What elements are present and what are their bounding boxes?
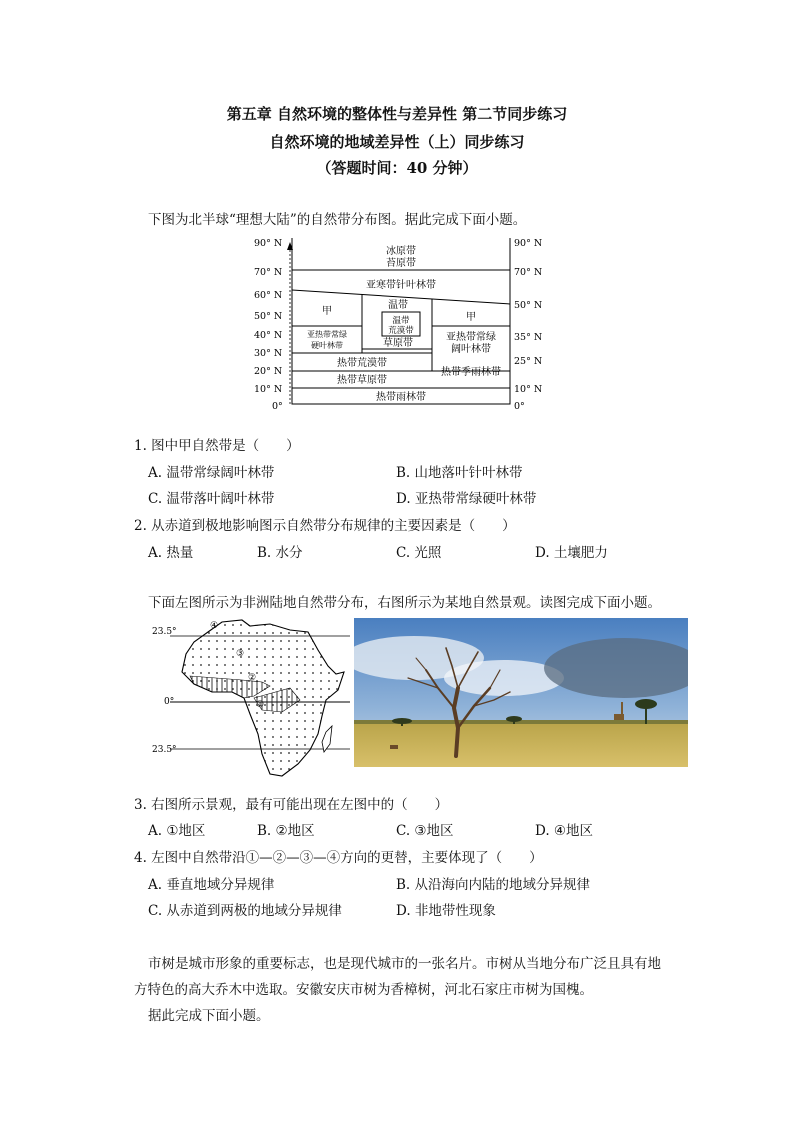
q4-option-d[interactable]: D. 非地带性现象 <box>396 903 496 919</box>
zone-label: 热带荒漠带 <box>337 358 387 369</box>
right-tick: 25° N <box>514 356 543 367</box>
zone-label: 阔叶林带 <box>451 344 491 355</box>
left-tick: 90° N <box>254 238 283 249</box>
q1-option-d[interactable]: D. 亚热带常绿硬叶林带 <box>396 491 537 507</box>
q2-option-a[interactable]: A. 热量 <box>148 545 194 561</box>
zone-label: 温带 <box>392 316 410 326</box>
zone-label: 甲 <box>466 312 476 323</box>
zone-label: 硬叶林带 <box>311 341 343 350</box>
question-3-stem: 3. 右图所示景观，最有可能出现在左图中的（ ） <box>134 797 449 813</box>
zone-label: 草原带 <box>383 338 413 349</box>
right-tick: 35° N <box>514 332 543 343</box>
left-tick: 20° N <box>254 366 283 377</box>
zone-label: 亚热带常绿 <box>446 332 496 343</box>
q4-option-b[interactable]: B. 从沿海向内陆的地域分异规律 <box>396 877 591 893</box>
q1-option-c[interactable]: C. 温带落叶阔叶林带 <box>148 491 275 507</box>
map-latitude-label: 23.5° <box>152 627 177 637</box>
map-region-label: ④ <box>210 621 219 631</box>
left-tick: 0° <box>272 401 283 412</box>
zone-label: 甲 <box>322 306 332 317</box>
left-tick: 50° N <box>254 311 283 322</box>
right-tick: 50° N <box>514 300 543 311</box>
q2-option-c[interactable]: C. 光照 <box>396 545 442 561</box>
q3-option-a[interactable]: A. ①地区 <box>148 823 206 839</box>
q3-option-b[interactable]: B. ②地区 <box>257 823 315 839</box>
left-tick: 70° N <box>254 267 283 278</box>
africa-zone-map <box>150 614 350 779</box>
zone-label: 荒漠带 <box>388 326 414 336</box>
map-region-label: ② <box>248 673 257 683</box>
zone-label: 热带雨林带 <box>376 392 426 403</box>
zone-label: 亚热带常绿 <box>307 330 347 339</box>
q1-option-b[interactable]: B. 山地落叶针叶林带 <box>396 465 523 481</box>
savanna-landscape-photo <box>354 618 688 767</box>
section-title: 自然环境的地域差异性（上）同步练习 <box>269 133 525 151</box>
section3-paragraph-line: 市树是城市形象的重要标志，也是现代城市的一张名片。市树从当地分布广泛且具有地 <box>148 956 661 972</box>
left-tick: 30° N <box>254 348 283 359</box>
section3-paragraph-line: 方特色的高大乔木中选取。安徽安庆市树为香樟树，河北石家庄市树为国槐。 <box>134 982 593 998</box>
ideal-continent-zone-chart <box>254 232 550 414</box>
right-tick: 0° <box>514 401 525 412</box>
zone-label: 亚寒带针叶林带 <box>366 280 436 291</box>
chapter-title: 第五章 自然环境的整体性与差异性 第二节同步练习 <box>226 105 568 123</box>
q4-option-c[interactable]: C. 从赤道到两极的地域分异规律 <box>148 903 342 919</box>
map-latitude-label: 0° <box>164 697 175 707</box>
right-tick: 70° N <box>514 267 543 278</box>
zone-label: 苔原带 <box>386 258 416 269</box>
q2-option-d[interactable]: D. 土壤肥力 <box>535 545 608 561</box>
question-2-stem: 2. 从赤道到极地影响图示自然带分布规律的主要因素是（ ） <box>134 518 516 534</box>
question-1-stem: 1. 图中甲自然带是（ ） <box>134 438 300 454</box>
question-4-stem: 4. 左图中自然带沿①—②—③—④方向的更替，主要体现了（ ） <box>134 850 543 866</box>
right-tick: 10° N <box>514 384 543 395</box>
time-limit: （答题时间：40 分钟） <box>316 159 478 177</box>
map-latitude-label: 23.5° <box>152 745 177 755</box>
q4-option-a[interactable]: A. 垂直地域分异规律 <box>148 877 275 893</box>
left-tick: 60° N <box>254 290 283 301</box>
left-tick: 40° N <box>254 330 283 341</box>
map-region-label: ① <box>256 700 265 710</box>
left-tick: 10° N <box>254 384 283 395</box>
zone-label: 温带 <box>388 300 408 311</box>
section2-intro: 下面左图所示为非洲陆地自然带分布，右图所示为某地自然景观。读图完成下面小题。 <box>148 595 661 611</box>
q3-option-d[interactable]: D. ④地区 <box>535 823 594 839</box>
section1-intro: 下图为北半球“理想大陆”的自然带分布图。据此完成下面小题。 <box>148 212 527 228</box>
zone-label: 冰原带 <box>386 246 416 257</box>
zone-label: 热带季雨林带 <box>441 367 501 378</box>
q1-option-a[interactable]: A. 温带常绿阔叶林带 <box>148 465 275 481</box>
q3-option-c[interactable]: C. ③地区 <box>396 823 454 839</box>
zone-label: 热带草原带 <box>337 375 387 386</box>
q2-option-b[interactable]: B. 水分 <box>257 545 303 561</box>
map-region-label: ③ <box>236 649 245 659</box>
right-tick: 90° N <box>514 238 543 249</box>
section3-instruction: 据此完成下面小题。 <box>148 1008 270 1024</box>
